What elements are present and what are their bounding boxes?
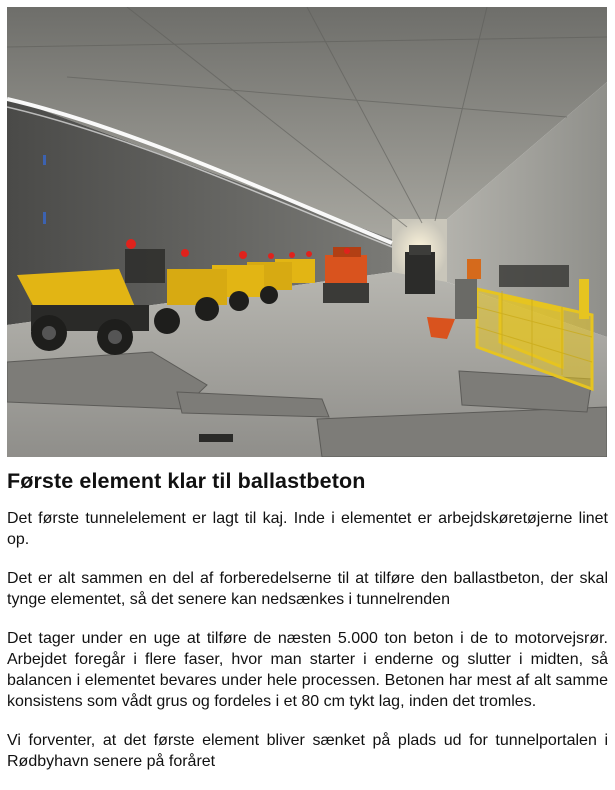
article-paragraph: Det tager under en uge at tilføre de næsten 5.000 ton beton i de to motorvejsrør. Arbejdet foregår i flere faser, hvor man starter i enderne og slutter i midten, så balancen i elementet bevares under hele processen. Betonen har mest af alt samme konsistens som vådt grus og fordeles i et 80 cm tykt lag, inden det tromles. — [7, 630, 608, 710]
article-title: Første element klar til ballastbeton — [7, 469, 366, 493]
article-paragraph: Det første tunnelelement er lagt til kaj. Inde i elementet er arbejdskøretøjerne linet op. — [7, 510, 608, 548]
tunnel-photo — [7, 7, 607, 457]
article-paragraph: Vi forventer, at det første element bliver sænket på plads ud for tunnelportalen i Rødbyhavn senere på foråret — [7, 732, 608, 770]
article — [7, 466, 608, 790]
article-paragraph: Det er alt sammen en del af forberedelserne til at tilføre den ballastbeton, der skal tynge elementet, så det senere kan nedsænkes i tunnelrenden — [7, 570, 608, 608]
